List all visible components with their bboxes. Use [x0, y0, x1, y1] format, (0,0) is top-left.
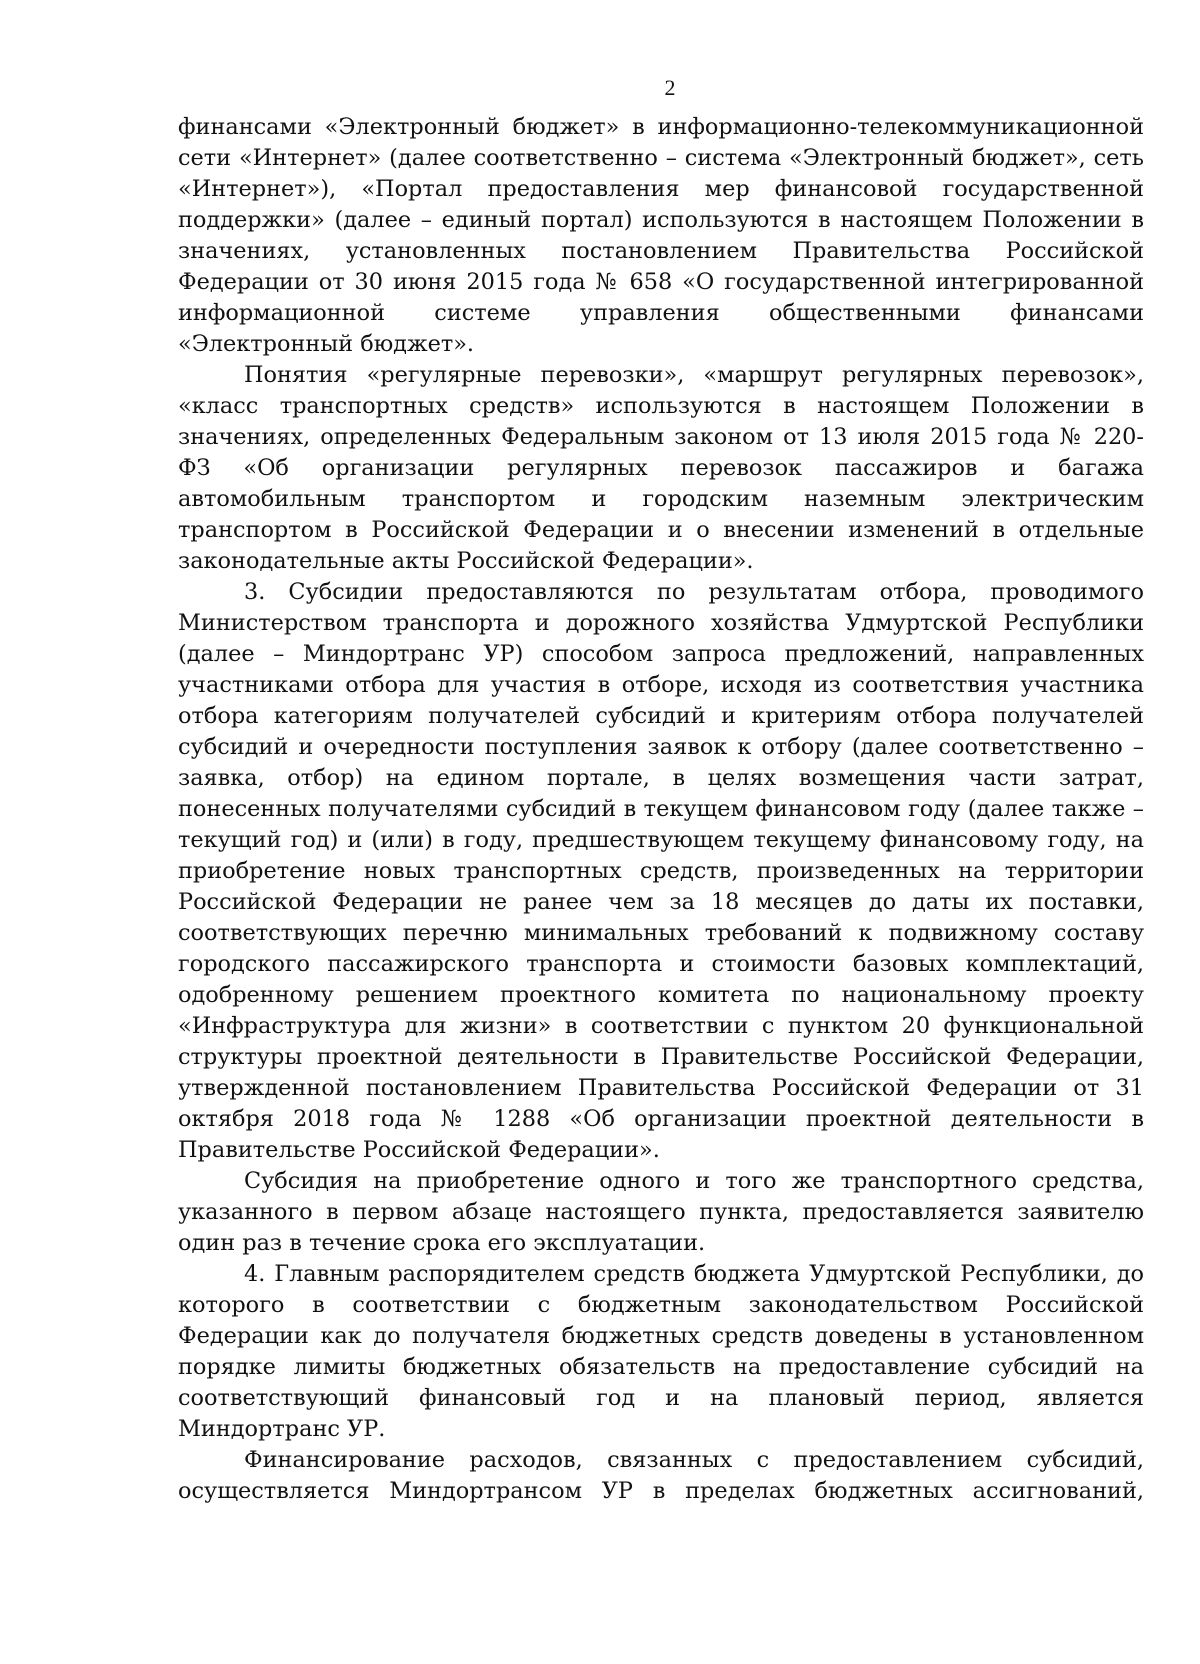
document-body: [178, 112, 1144, 1507]
paragraph-1: финансами «Электронный бюджет» в информационно-телекоммуникационной сети «Интернет» (далее соответственно – система «Электронный бюджет», сеть «Интернет»), «Портал предоставления мер финансовой государственной поддержки» (далее – единый портал) используются в настоящем Положении в значениях, установленных постановлением Правительства Российской Федерации от 30 июня 2015 года № 658 «О государственной интегрированной информационной системе управления общественными финансами «Электронный бюджет».: [178, 114, 1144, 357]
paragraph-3: 3. Субсидии предоставляются по результатам отбора, проводимого Министерством транспорта и дорожного хозяйства Удмуртской Республики (далее – Миндортранс УР) способом запроса предложений, направленных участниками отбора для участия в отборе, исходя из соответствия участника отбора категориям получателей субсидий и критериям отбора получателей субсидий и очередности поступления заявок к отбору (далее соответственно – заявка, отбор) на едином портале, в целях возмещения части затрат, понесенных получателями субсидий в текущем финансовом году (далее также – текущий год) и (или) в году, предшествующем текущему финансовому году, на приобретение новых транспортных средств, произведенных на территории Российской Федерации не ранее чем за 18 месяцев до даты их поставки, соответствующих перечню минимальных требований к подвижному составу городского пассажирского транспорта и стоимости базовых комплектаций, одобренному решением проектного комитета по национальному проекту «Инфраструктура для жизни» в соответствии с пунктом 20 функциональной структуры проектной деятельности в Правительстве Российской Федерации, утвержденной постановлением Правительства Российской Федерации от 31 октября 2018 года № 1288 «Об организации проектной деятельности в Правительстве Российской Федерации».: [178, 579, 1144, 1163]
page-number: 2: [664, 75, 676, 100]
paragraph-4: Субсидия на приобретение одного и того же транспортного средства, указанного в первом абзаце настоящего пункта, предоставляется заявителю один раз в течение срока его эксплуатации.: [178, 1168, 1144, 1256]
paragraph-2: Понятия «регулярные перевозки», «маршрут регулярных перевозок», «класс транспортных средств» используются в настоящем Положении в значениях, определенных Федеральным законом от 13 июля 2015 года № 220-ФЗ «Об организации регулярных перевозок пассажиров и багажа автомобильным транспортом и городским наземным электрическим транспортом в Российской Федерации и о внесении изменений в отдельные законодательные акты Российской Федерации».: [178, 362, 1144, 574]
paragraph-5: 4. Главным распорядителем средств бюджета Удмуртской Республики, до которого в соответствии с бюджетным законодательством Российской Федерации как до получателя бюджетных средств доведены в установленном порядке лимиты бюджетных обязательств на предоставление субсидий на соответствующий финансовый год и на плановый период, является Миндортранс УР.: [178, 1261, 1144, 1442]
paragraph-6: Финансирование расходов, связанных с предоставлением субсидий, осуществляется Миндортрансом УР в пределах бюджетных ассигнований,: [178, 1447, 1144, 1504]
